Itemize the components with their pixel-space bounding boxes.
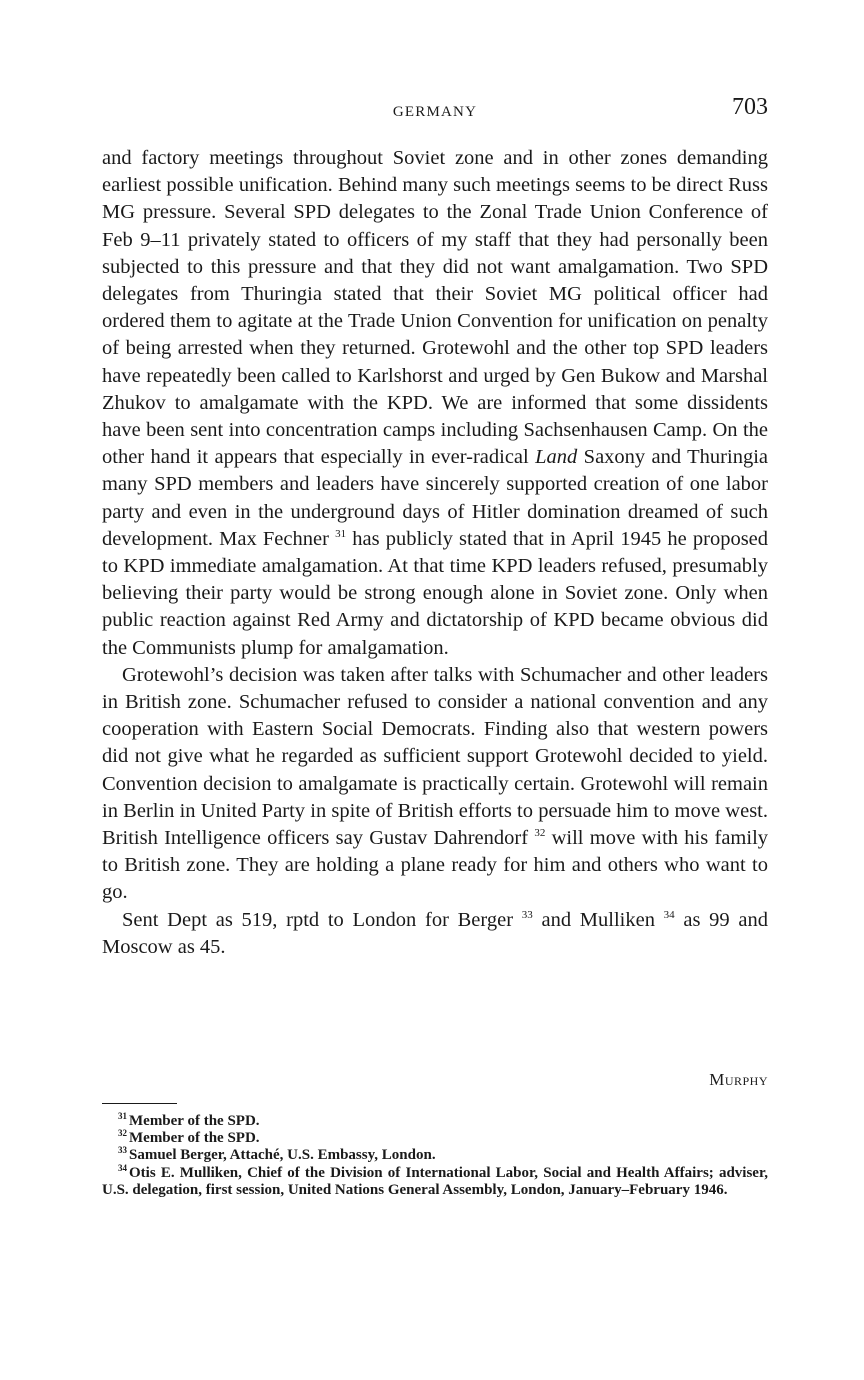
signature: Murphy xyxy=(709,1070,768,1089)
paragraph-3-text-a: Sent Dept as 519, rptd to London for Berger xyxy=(122,908,514,931)
page-number: 703 xyxy=(732,94,768,120)
paragraph-1-text-c: has publicly stated that in April 1945 he proposed to KPD immediate amalgamation. At that time KPD leaders refused, presumably believing their party would be strong enough alone in Soviet zone. Only when public reaction against Red Army and dictatorship of KPD became obvious did the Communists plump for amalgamation. xyxy=(102,527,769,659)
paragraph-2-text-b: will move with his family to British zone. They are holding a plane ready for him and others who want to go. xyxy=(102,827,769,904)
paragraph-3-text-c: as 99 and Moscow as 45. xyxy=(102,908,768,958)
paragraph-1-text: and factory meetings throughout Soviet zone and in other zones demanding earliest possible unification. Behind many such meetings seems to be direct Russ MG pressure. Several SPD delegates to the Zonal Trade Union Conference of Feb 9–11 privately stated to officers of my staff that they had personally been subjected to this pressure and that they did not want amalgamation. Two SPD delegates from Thuringia stated that their Soviet MG political officer had ordered them to agitate at the Trade Union Convention for unification on penalty of being arrested when they returned. Grotewohl and the other top SPD leaders have repeatedly been called to Karlshorst and urged by Gen Bukow and Marshal Zhukov to amalgamate with the KPD. We are informed that some dissidents have been sent into concentration camps including Sachsenhausen Camp. On the other hand it appears that especially in ever-radical xyxy=(102,147,768,469)
footnote-mark: 34 xyxy=(118,1162,127,1173)
paragraph-1 xyxy=(102,145,768,662)
footnote-divider xyxy=(102,1103,177,1104)
running-head xyxy=(102,94,768,126)
paragraph-2-text: Grotewohl’s decision was taken after talks with Schumacher and other leaders in British zone. Schumacher refused to consider a national convention and any cooperation with Eastern Social Democrats. Finding also that western powers did not give what he regarded as sufficient support Grotewohl decided to yield. Convention decision to amalgamate is practically certain. Grotewohl will remain in Berlin in United Party in spite of British efforts to persuade him to move west. British Intelligence officers say Gustav Dahrendorf xyxy=(102,663,768,850)
footnotes xyxy=(102,1113,768,1199)
body-text xyxy=(102,145,768,961)
footnote-text: Samuel Berger, Attaché, U.S. Embassy, London. xyxy=(129,1147,436,1164)
footnote-34 xyxy=(102,1162,768,1199)
footnote-mark: 31 xyxy=(118,1111,127,1121)
footnote-ref-31[interactable]: 31 xyxy=(335,527,347,540)
footnote-33 xyxy=(102,1147,768,1164)
running-title: GERMANY xyxy=(392,104,478,120)
footnote-ref-34[interactable]: 34 xyxy=(663,908,675,921)
footnote-ref-32[interactable]: 32 xyxy=(534,827,546,840)
paragraph-3-text-b: and Mulliken xyxy=(541,908,655,931)
paragraph-1-text-b: Saxony and Thuringia many SPD members and leaders have sincerely supported creation of one labor party and even in the underground days of Hitler domination dreamed of such development. Max Fechner xyxy=(102,446,769,550)
footnote-text: Member of the SPD. xyxy=(129,1130,260,1147)
footnote-ref-33[interactable]: 33 xyxy=(521,908,533,921)
footnote-mark: 32 xyxy=(118,1128,127,1139)
paragraph-2 xyxy=(102,662,768,907)
paragraph-3 xyxy=(102,907,768,961)
footnote-mark: 33 xyxy=(118,1145,127,1156)
footnote-text: Otis E. Mulliken, Chief of the Division of International Labor, Social and Health Affairs; adviser, U.S. delegation, first session, United Nations General Assembly, London, January–February 1946. xyxy=(102,1164,768,1198)
paragraph-1-italic: Land xyxy=(535,446,578,469)
footnote-31 xyxy=(102,1113,768,1130)
footnote-32 xyxy=(102,1130,768,1147)
footnote-text: Member of the SPD. xyxy=(129,1113,260,1129)
